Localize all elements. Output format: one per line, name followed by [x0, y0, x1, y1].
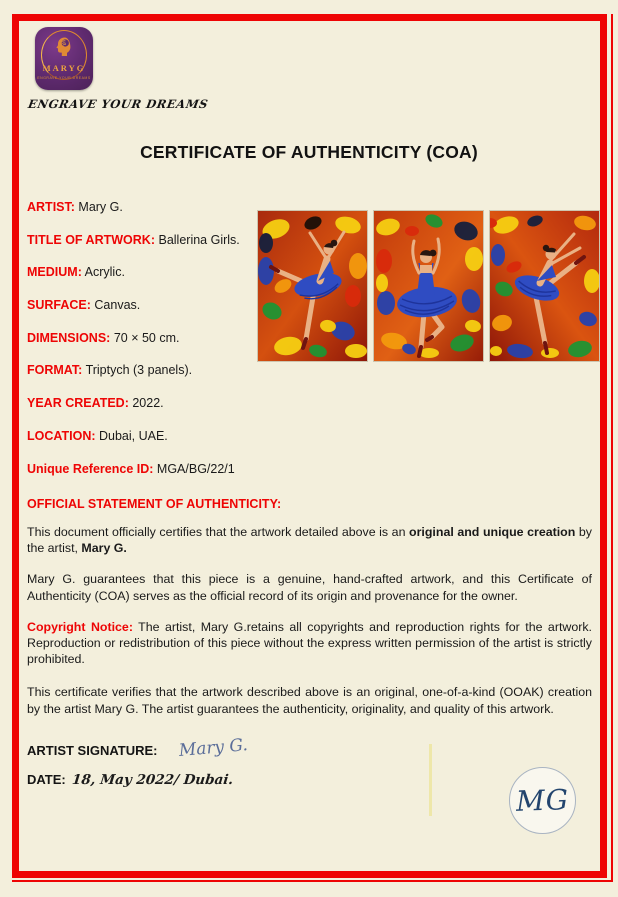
- field-dimensions: [27, 331, 259, 364]
- painting-panel-center: [374, 211, 483, 361]
- official-statement-heading: OFFICIAL STATEMENT OF AUTHENTICITY:: [27, 497, 282, 511]
- certificate-title: CERTIFICATE OF AUTHENTICITY (COA): [140, 142, 478, 162]
- p1-bold-phrase: original and unique creation: [409, 525, 576, 539]
- statement-paragraph-2: Mary G. guarantees that this piece is a genuine, hand-crafted artwork, and this Certificate of Authenticity (COA) serves as the official record of its origin and provenance for the owner.: [27, 572, 592, 603]
- field-format: [27, 363, 259, 396]
- field-location: [27, 429, 259, 462]
- field-label: Unique Reference ID:: [27, 461, 154, 476]
- copyright-notice-paragraph: [27, 619, 592, 668]
- brand-tagline: ENGRAVE YOUR DREAMS: [27, 97, 210, 111]
- seal-initials: MG: [515, 783, 570, 818]
- date-row: [27, 772, 233, 788]
- statement-paragraph-4: This certificate verifies that the artwork described above is an original, one-of-a-kind (OOAK) creation by the artist Mary G. The artist guarantees the authenticity, originality, and quality of this artwork.: [27, 685, 592, 716]
- field-label: TITLE OF ARTWORK:: [27, 232, 155, 247]
- artist-signature-script: Mary G.: [178, 735, 250, 761]
- field-label: SURFACE:: [27, 298, 91, 313]
- field-value: Canvas.: [94, 298, 141, 313]
- field-label: LOCATION:: [27, 428, 96, 443]
- triptych-artwork: [258, 211, 599, 361]
- field-title-of-artwork: [27, 233, 259, 266]
- field-reference-id: [27, 462, 259, 495]
- p1-artist-name: Mary G.: [81, 541, 127, 556]
- p1-text-mid: by the artist,: [27, 525, 592, 556]
- maryg-logo: [35, 27, 93, 90]
- field-value: Triptych (3 panels).: [85, 363, 193, 378]
- field-label: YEAR CREATED:: [27, 396, 129, 411]
- logo-tagline-text: ENGRAVE YOUR DREAMS: [37, 76, 91, 80]
- date-label: DATE:: [27, 772, 66, 787]
- signature-label: ARTIST SIGNATURE:: [27, 743, 158, 758]
- field-value: Ballerina Girls.: [158, 232, 240, 247]
- artist-signature-row: [27, 735, 250, 761]
- field-label: ARTIST:: [27, 200, 75, 214]
- field-year-created: [27, 396, 259, 429]
- field-value: Dubai, UAE.: [99, 428, 168, 443]
- field-artist: [27, 200, 259, 233]
- field-value: 2022.: [132, 396, 164, 411]
- copyright-notice-label: Copyright Notice:: [27, 619, 133, 634]
- logo-brand-text: MARYG: [42, 63, 86, 73]
- field-label: MEDIUM:: [27, 265, 82, 280]
- field-value: 70 × 50 cm.: [113, 330, 180, 345]
- field-medium: [27, 265, 259, 298]
- field-label: FORMAT:: [27, 363, 83, 378]
- p1-text: This document officially certifies that the artwork detailed above is an: [27, 525, 410, 539]
- copyright-notice-text: The artist, Mary G.retains all copyrights and reproduction rights for the artwork. Reproduction or redistribution of this piece without the express written permission of the artist is strictly prohibited.: [27, 619, 592, 667]
- statement-body: [27, 524, 592, 732]
- date-value-script: 18, May 2022/ Dubai.: [70, 772, 234, 788]
- field-value: Acrylic.: [84, 265, 125, 280]
- statement-paragraph-1: [27, 524, 592, 556]
- painting-panel-right: [490, 211, 599, 361]
- artist-seal: [509, 767, 576, 834]
- field-value: MGA/BG/22/1: [156, 461, 235, 476]
- border-accent-line-bottom: [12, 880, 613, 882]
- field-label: DIMENSIONS:: [27, 330, 111, 345]
- painting-panel-left: [258, 211, 367, 361]
- highlight-mark: [429, 744, 432, 816]
- field-surface: [27, 298, 259, 331]
- head-brain-icon: [52, 34, 76, 60]
- border-accent-line-right: [611, 14, 613, 882]
- artwork-details-list: [27, 200, 259, 494]
- field-value: Mary G.: [78, 200, 123, 214]
